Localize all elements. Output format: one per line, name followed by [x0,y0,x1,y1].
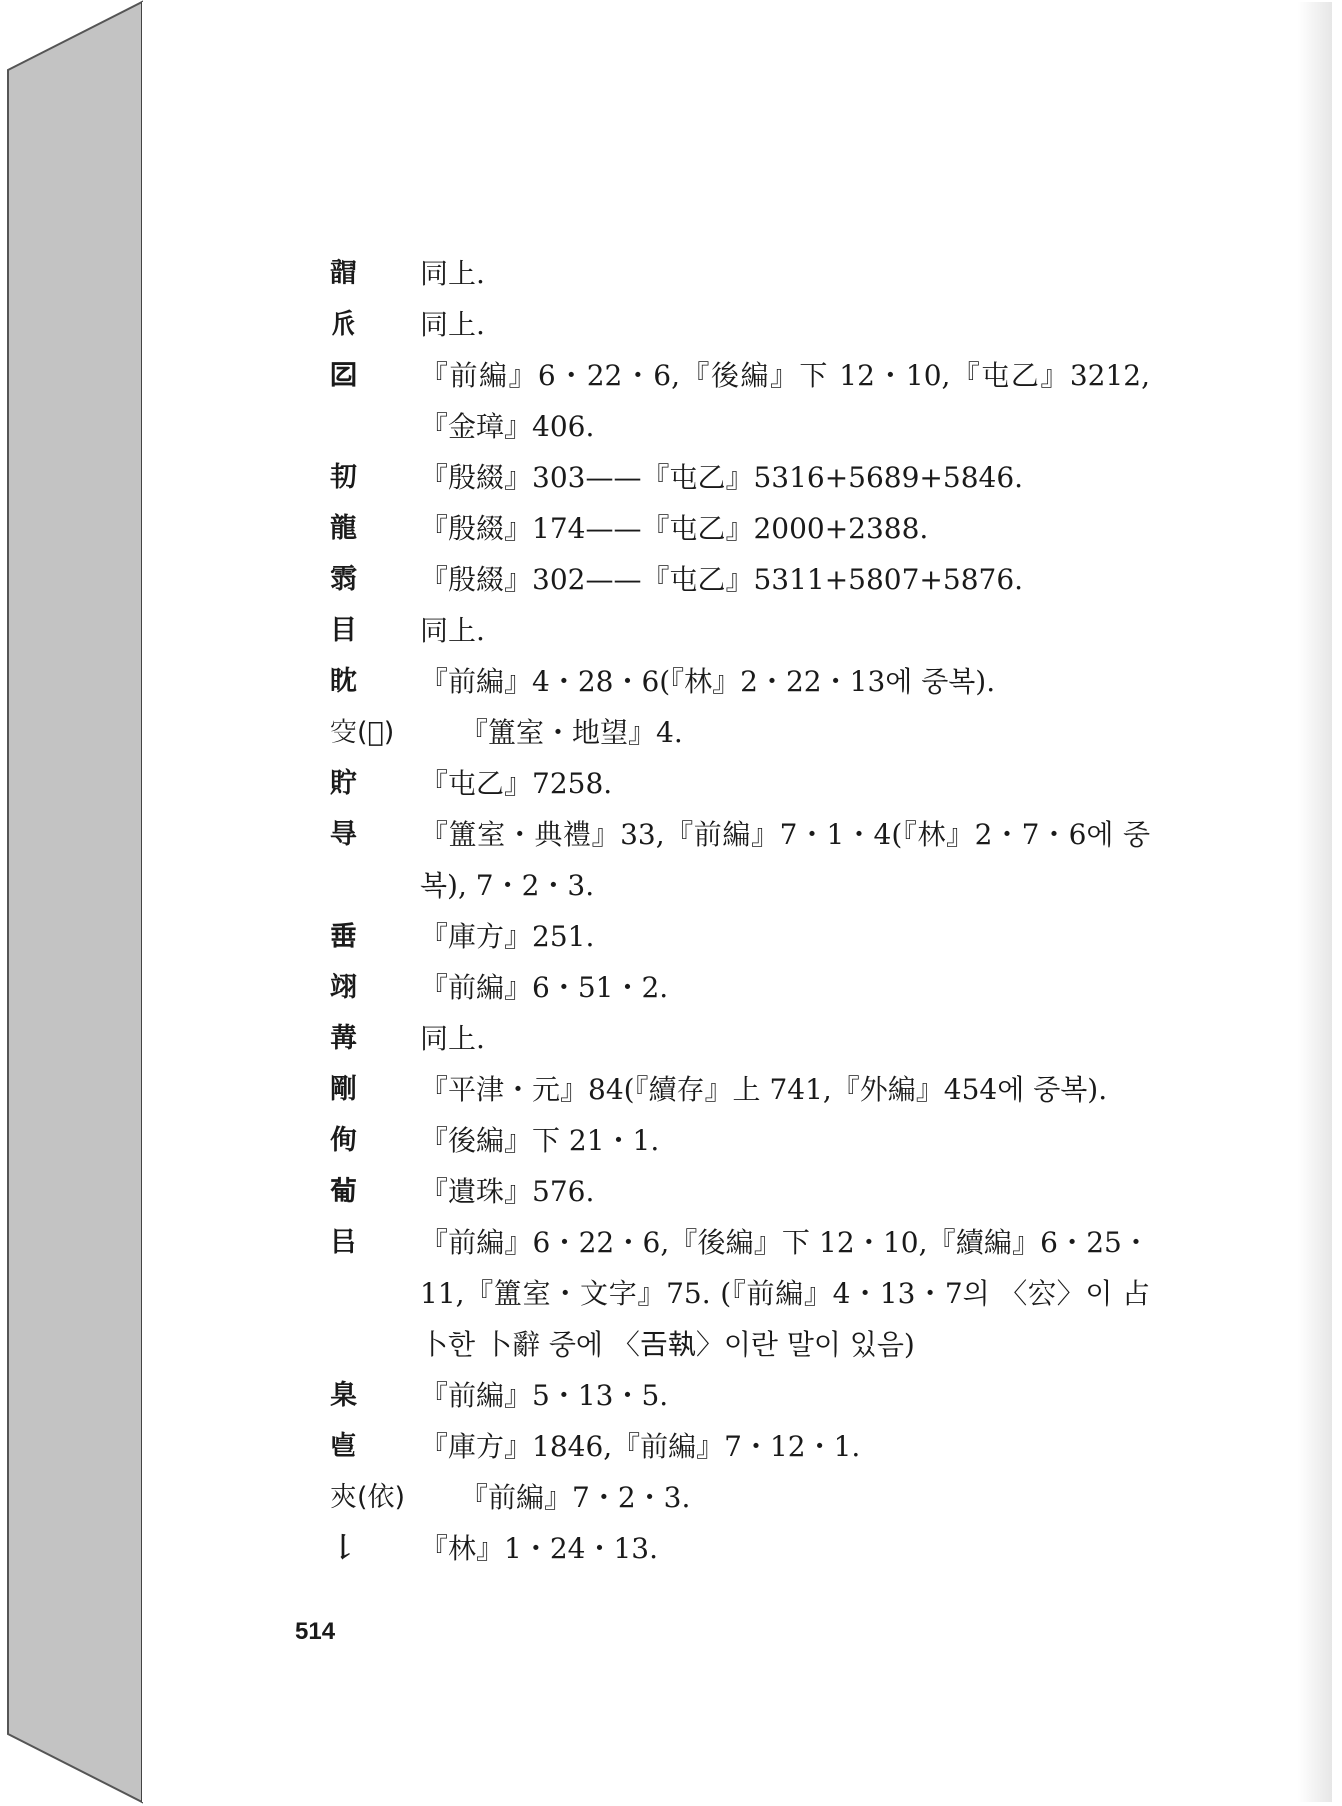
book-spine [0,0,150,1806]
oracle-glyph: 侚 [330,1125,357,1156]
list-item [330,350,1190,452]
reference-text: 『前編』6・51・2. [420,971,669,1004]
oracle-glyph: 㠯 [330,1227,357,1258]
oracle-glyph: 眈 [330,666,357,697]
list-item [330,605,1190,656]
reference-text: 『平津・元』84(『續存』上 741,『外編』454에 중복). [420,1073,1108,1106]
oracle-glyph: 𠂢 [330,309,357,340]
oracle-glyph: 㝵 [330,819,357,850]
reference-text: 『簠室・地望』4. [460,716,683,749]
oracle-glyph: 𤰈 [330,1176,357,1207]
reference-text: 『前編』5・13・5. [420,1379,669,1412]
list-item [330,1115,1190,1166]
reference-text: 『屯乙』7258. [420,767,613,800]
reference-text: 『庫方』251. [420,920,595,953]
reference-text: 『簠室・典禮』33,『前編』7・1・4(『林』2・7・6에 중복), 7・2・3. [420,818,1150,902]
list-item [330,707,1190,758]
reference-text: 『遺珠』576. [420,1175,595,1208]
oracle-glyph: 𠄌 [330,1533,357,1564]
list-item [330,1013,1190,1064]
reference-text: 『殷綴』174——『屯乙』2000+2388. [420,512,929,545]
reference-text: 『林』1・24・13. [420,1532,658,1565]
list-item [330,911,1190,962]
reference-text: 『前編』6・22・6,『後編』下 12・10,『屯乙』3212,『金璋』406. [420,359,1150,443]
reference-text: 同上. [420,308,485,341]
list-item [330,1472,1190,1523]
list-item [330,1370,1190,1421]
oracle-glyph: 貯 [330,768,357,799]
list-item [330,1064,1190,1115]
oracle-glyph: 龍 [330,513,357,544]
list-item [330,452,1190,503]
oracle-glyph: 目 [330,615,357,646]
oracle-glyph: 剛 [330,1074,357,1105]
oracle-glyph: 𠧢 [330,1431,357,1462]
list-item [330,503,1190,554]
list-item [330,962,1190,1013]
reference-text: 『殷綴』302——『屯乙』5311+5807+5876. [420,563,1024,596]
oracle-glyph: 翊 [330,972,357,1003]
reference-text: 『庫方』1846,『前編』7・12・1. [420,1430,861,1463]
list-item [330,1166,1190,1217]
oracle-glyph: 㓞 [330,462,357,493]
list-item [330,758,1190,809]
oracle-glyph: 𩐲 [330,258,357,289]
reference-text: 『前編』4・28・6(『林』2・22・13에 중복). [420,665,996,698]
page-number: 514 [295,1618,336,1645]
list-item [330,248,1190,299]
reference-text: 『殷綴』303——『屯乙』5316+5689+5846. [420,461,1024,494]
page-edge-shadow [1298,2,1332,1802]
oracle-glyph: 㚒(依) [330,1482,406,1513]
oracle-glyph: 𥤦(𡴗) [330,717,395,748]
list-item [330,1217,1190,1370]
oracle-glyph: 𡸁 [330,921,357,952]
reference-text: 同上. [420,257,485,290]
glyph-reference-list [330,248,1190,1574]
list-item [330,656,1190,707]
oracle-glyph: 冓 [330,1023,357,1054]
list-item [330,1421,1190,1472]
list-item [330,1523,1190,1574]
list-item [330,554,1190,605]
list-item [330,299,1190,350]
reference-text: 同上. [420,614,485,647]
reference-text: 『後編』下 21・1. [420,1124,660,1157]
oracle-glyph: 𡆠 [330,360,357,391]
oracle-glyph: 䨒 [330,564,357,595]
list-item [330,809,1190,911]
reference-text: 『前編』7・2・3. [460,1481,691,1514]
reference-text: 『前編』6・22・6,『後編』下 12・10,『續編』6・25・11,『簠室・文字』75. (『前編』4・13・7의 〈㝐〉이 占卜한 卜辭 중에 〈𢀛執〉이란 말이 있음) [420,1226,1150,1361]
oracle-glyph: 臬 [330,1380,357,1411]
reference-text: 同上. [420,1022,485,1055]
